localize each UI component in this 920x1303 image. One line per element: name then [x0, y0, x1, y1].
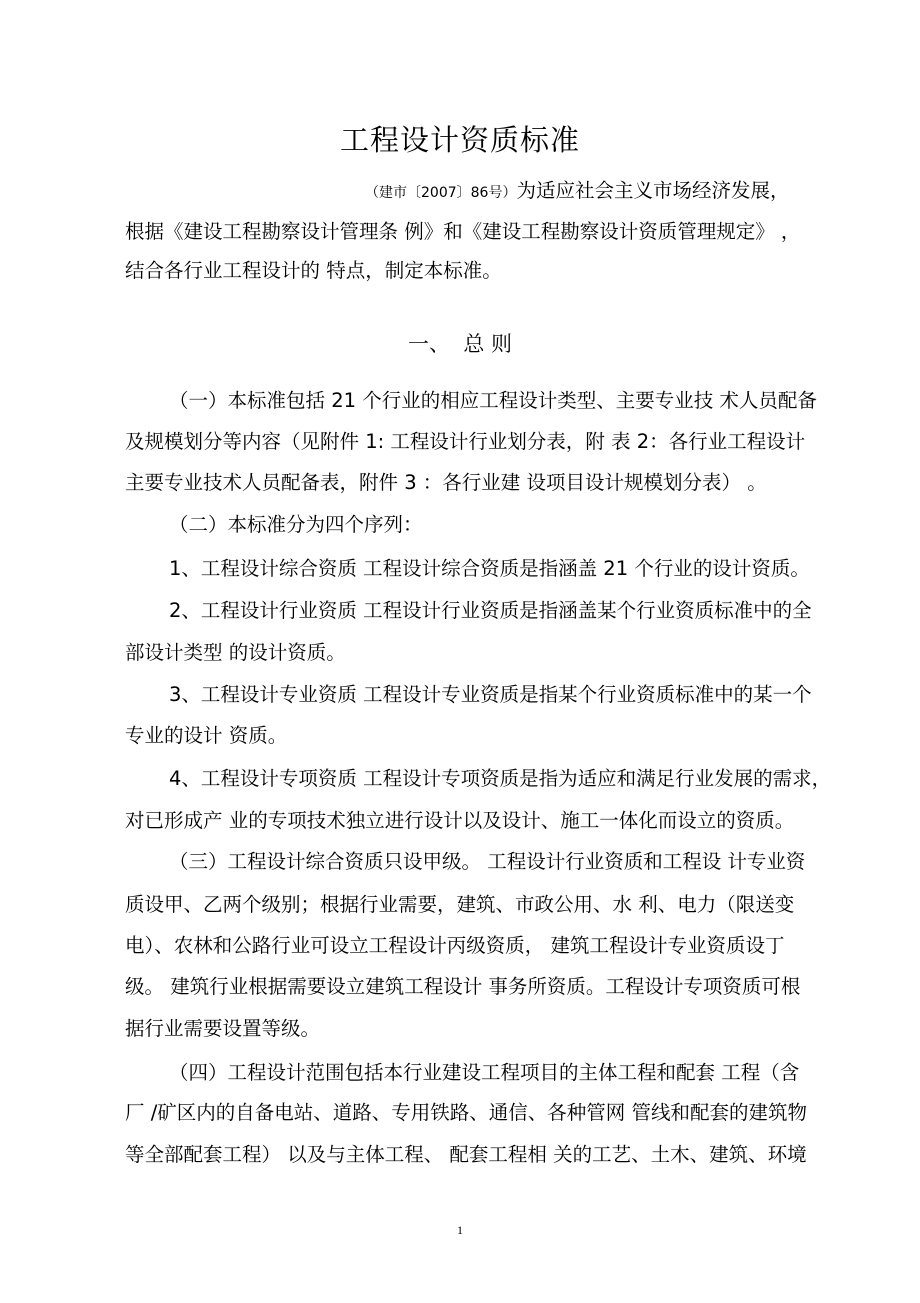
intro-line-2: 根据《建设工程勘察设计管理条 例》和《建设工程勘察设计资质管理规定》 ， [125, 220, 801, 243]
paragraph-line: 1、工程设计综合资质 工程设计综合资质是指涵盖 21 个行业的设计资质。 [169, 557, 810, 580]
document-title: 工程设计资质标准 [339, 123, 580, 157]
paragraph-line: 3、工程设计专业资质 工程设计专业资质是指某个行业资质标准中的某一个 [169, 683, 812, 706]
paragraph-line: 级。 建筑行业根据需要设立建筑工程设计 事务所资质。工程设计专项资质可根 [125, 975, 801, 998]
section-heading-general: 一、 总 则 [407, 332, 513, 356]
paragraph-line: 专业的设计 资质。 [125, 724, 288, 747]
paragraph-line: 电）、农林和公路行业可设立工程设计丙级资质， 建筑工程设计专业资质设丁 [125, 934, 785, 957]
paragraph-line: 等全部配套工程） 以及与主体工程、 配套工程相 关的工艺、土木、建筑、环境 [125, 1143, 807, 1166]
paragraph-line: 质设甲、乙两个级别；根据行业需要，建筑、市政公用、水 利、电力（限送变 [125, 893, 795, 916]
paragraph-line: （二）本标准分为四个序列： [169, 513, 423, 536]
paragraph-line: （三）工程设计综合资质只设甲级。 工程设计行业资质和工程设 计专业资 [169, 850, 806, 873]
paragraph-line: 对已形成产 业的专项技术独立进行设计以及设计、施工一体化而设立的资质。 [125, 809, 795, 832]
paragraph-line: 主要专业技术人员配备表，附件 3 ：各行业建 设项目设计规模划分表） 。 [125, 471, 767, 494]
paragraph-line: 2、工程设计行业资质 工程设计行业资质是指涵盖某个行业资质标准中的全 [169, 599, 812, 622]
paragraph-line: 厂 /矿区内的自备电站、道路、专用铁路、通信、各种管网 管线和配套的建筑物 [125, 1101, 807, 1124]
paragraph-line: 4、工程设计专项资质 工程设计专项资质是指为适应和满足行业发展的需求， [169, 767, 832, 790]
paragraph-line: （四）工程设计范围包括本行业建设工程项目的主体工程和配套 工程（含 [169, 1061, 800, 1084]
paragraph-line: （一）本标准包括 21 个行业的相应工程设计类型、主要专业技 术人员配备 [169, 389, 817, 412]
page-number: 1 [457, 1223, 463, 1237]
paragraph-line: 据行业需要设置等级。 [125, 1017, 321, 1040]
intro-text: 为适应社会主义市场经济发展， [516, 179, 790, 202]
document-reference-number: （建市〔2007〕86号） [365, 185, 517, 201]
intro-line-3: 结合各行业工程设计的 特点，制定本标准。 [125, 259, 502, 282]
paragraph-line: 部设计类型 的设计资质。 [125, 641, 346, 664]
paragraph-line: 及规模划分等内容（见附件 1: 工程设计行业划分表，附 表 2：各行业工程设计 [125, 430, 806, 453]
intro-line-1 [365, 176, 789, 208]
